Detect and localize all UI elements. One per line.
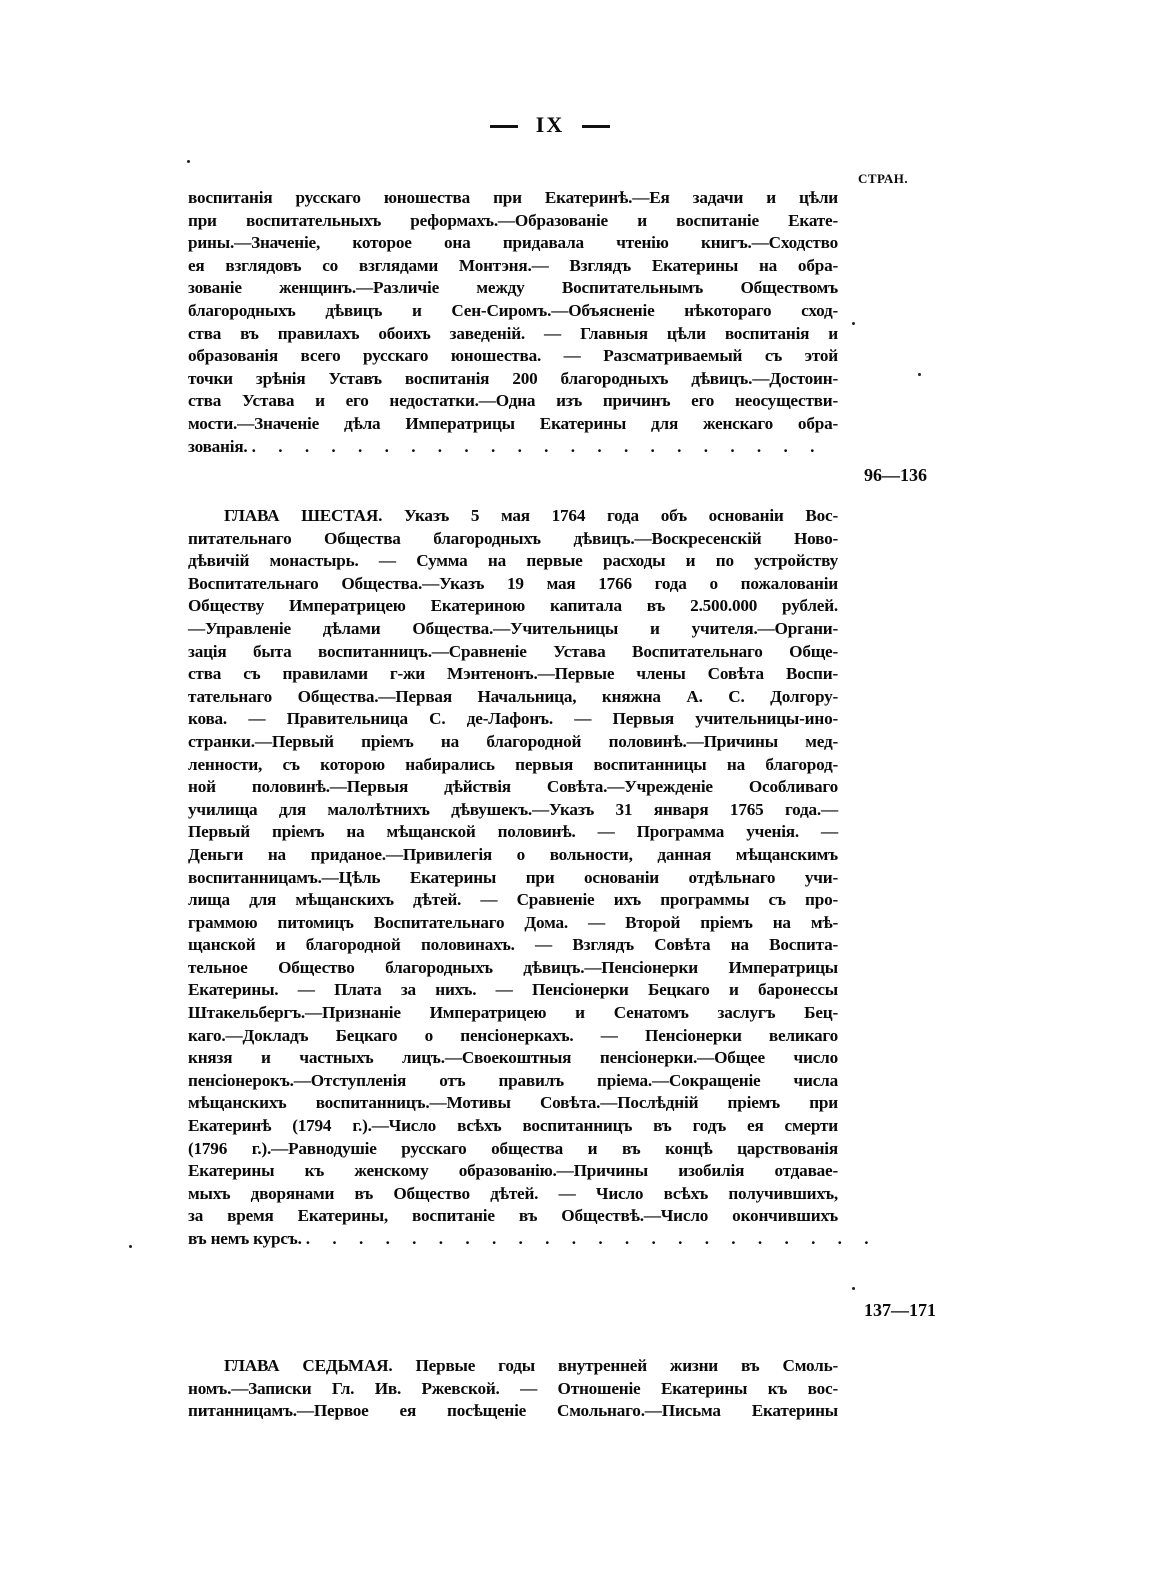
text-line: (1796 г.).—Равнодушіе русскаго общества и въ концѣ царствованія	[188, 1138, 838, 1158]
text-line: князя и частныхъ лицъ.—Своекоштныя пенсіонерки.—Общее число	[188, 1048, 838, 1068]
header-dash-left	[490, 125, 518, 128]
text-line: пенсіонерокъ.—Отступленія отъ правилъ пріема.—Сокращеніе числа	[188, 1070, 838, 1090]
text-line: Обществу Императрицею Екатериною капитала въ 2.500.000 рублей.	[188, 596, 838, 616]
text-fragment: Первые годы внутренней жизни въ Смоль-	[415, 1356, 839, 1375]
text-line: зованіе женщинъ.—Различіе между Воспитательнымъ Обществомъ	[188, 278, 838, 298]
text-line: каго.—Докладъ Бецкаго о пенсіонеркахъ. — Пенсіонерки великаго	[188, 1025, 838, 1045]
text-line: тельное Общество благородныхъ дѣвицъ.—Пенсіонерки Императрицы	[188, 957, 838, 977]
page-range: 96—136	[864, 465, 927, 485]
text-line: ленности, съ которою набирались первыя воспитанницы на благород-	[188, 754, 838, 774]
page-number: IX	[535, 112, 565, 137]
scan-speck	[918, 373, 921, 376]
text-line: дѣвичій монастырь. — Сумма на первые расходы и по устройству	[188, 551, 838, 571]
text-line: Воспитательнаго Общества.—Указъ 19 мая 1766 года о пожалованіи	[188, 573, 838, 593]
text-line: Деньги на приданое.—Привилегія о вольности, данная мѣщанскимъ	[188, 844, 838, 864]
text-line: —Управленіе дѣлами Общества.—Учительницы и учителя.—Органи-	[188, 618, 838, 638]
toc-entry-continuation	[188, 187, 838, 458]
text-line: щанской и благородной половинахъ. — Взглядъ Совѣта на Воспита-	[188, 935, 838, 955]
text-line: питательнаго Общества благородныхъ дѣвицъ.—Воскресенскій Ново-	[188, 528, 838, 548]
text-line: при воспитательныхъ реформахъ.—Образованіе и воспитаніе Екате-	[188, 210, 838, 230]
text-line: за время Екатерины, воспитаніе въ Обществѣ.—Число окончившихъ	[188, 1206, 838, 1226]
page-header	[0, 112, 1100, 138]
text-line: зація быта воспитанницъ.—Сравненіе Устава Воспитательнаго Обще-	[188, 641, 838, 661]
text-line: странки.—Первый пріемъ на благородной половинѣ.—Причины мед-	[188, 731, 838, 751]
text-line: воспитанія русскаго юношества при Екатеринѣ.—Ея задачи и цѣли	[188, 188, 838, 207]
text-line: рины.—Значеніе, которое она придавала чтенію книгъ.—Сходство	[188, 233, 838, 253]
text-line: номъ.—Записки Гл. Ив. Ржевской. — Отношеніе Екатерины къ вос-	[188, 1378, 838, 1398]
toc-entry-chapter-seven	[188, 1355, 838, 1423]
chapter-heading: ГЛАВА ШЕСТАЯ.	[224, 506, 383, 525]
text-line: точки зрѣнія Уставъ воспитанія 200 благородныхъ дѣвицъ.—Достоин-	[188, 368, 838, 388]
chapter-heading: ГЛАВА СЕДЬМАЯ.	[224, 1356, 393, 1375]
text-line: лища для мѣщанскихъ дѣтей. — Сравненіе ихъ программы съ про-	[188, 890, 838, 910]
text-line-with-leader	[188, 436, 838, 459]
text-line: благородныхъ дѣвицъ и Сен-Сиромъ.—Объясненіе нѣкотораго сход-	[188, 300, 838, 320]
text-line	[188, 505, 838, 528]
text-line: Екатерины. — Плата за нихъ. — Пенсіонерки Бецкаго и баронессы	[188, 980, 838, 1000]
scan-speck	[187, 160, 190, 163]
text-line: училища для малолѣтнихъ дѣвушекъ.—Указъ 31 января 1765 года.—	[188, 799, 838, 819]
scan-speck	[852, 1287, 855, 1290]
text-line-with-leader	[188, 1228, 878, 1251]
text-line: Екатерины къ женскому образованію.—Причины изобилія отдавае-	[188, 1161, 838, 1181]
text-line: мѣщанскихъ воспитанницъ.—Мотивы Совѣта.—Послѣдній пріемъ при	[188, 1093, 838, 1113]
header-dash-right	[582, 125, 610, 128]
text-line: тательнаго Общества.—Первая Начальница, княжна А. С. Долгору-	[188, 686, 838, 706]
text-fragment: Указъ 5 мая 1764 года объ основаніи Вос-	[403, 506, 838, 525]
leader-dots: . . . . . . . . . . . . . . . . . . . . . .	[305, 1229, 878, 1248]
text-line: граммою питомицъ Воспитательнаго Дома. — Второй пріемъ на мѣ-	[188, 912, 838, 932]
text-line: Первый пріемъ на мѣщанской половинѣ. — Программа ученія. —	[188, 822, 838, 842]
toc-entry-chapter-six	[188, 505, 878, 1251]
text-line: Екатеринѣ (1794 г.).—Число всѣхъ воспитанницъ въ годъ ея смерти	[188, 1116, 838, 1136]
text-line	[188, 1355, 838, 1378]
leader-dots: . . . . . . . . . . . . . . . . . . . . . .	[251, 436, 824, 456]
text-fragment: зованія.	[188, 436, 248, 456]
text-line: ной половинѣ.—Первыя дѣйствія Совѣта.—Учрежденіе Особливаго	[188, 777, 838, 797]
text-line: ства въ правилахъ обоихъ заведеній. — Главныя цѣли воспитанія и	[188, 323, 838, 343]
text-line: ея взглядовъ со взглядами Монтэня.— Взглядъ Екатерины на обра-	[188, 255, 838, 275]
text-line: мыхъ дворянами въ Общество дѣтей. — Число всѣхъ получившихъ,	[188, 1183, 838, 1203]
text-line: ства Устава и его недостатки.—Одна изъ причинъ его неосуществи-	[188, 391, 838, 411]
text-line: Штакельбергъ.—Признаніе Императрицею и Сенатомъ заслугъ Бец-	[188, 1003, 838, 1023]
text-fragment: въ немъ курсъ.	[188, 1229, 302, 1248]
text-line: питанницамъ.—Первое ея посѣщеніе Смольнаго.—Письма Екатерины	[188, 1401, 838, 1421]
text-line: воспитанницамъ.—Цѣль Екатерины при основаніи отдѣльнаго учи-	[188, 867, 838, 887]
text-line: ства съ правилами г-жи Мэнтенонъ.—Первые члены Совѣта Воспи-	[188, 664, 838, 684]
scan-speck	[852, 322, 855, 325]
text-line: мости.—Значеніе дѣла Императрицы Екатерины для женскаго обра-	[188, 413, 838, 433]
pages-column-label: СТРАН.	[858, 171, 909, 186]
page-range: 137—171	[864, 1300, 936, 1320]
scan-speck	[129, 1245, 132, 1248]
text-line: кова. — Правительница С. де-Лафонъ. — Первыя учительницы-ино-	[188, 709, 838, 729]
text-line: образованія всего русскаго юношества. — Разсматриваемый съ этой	[188, 346, 838, 366]
